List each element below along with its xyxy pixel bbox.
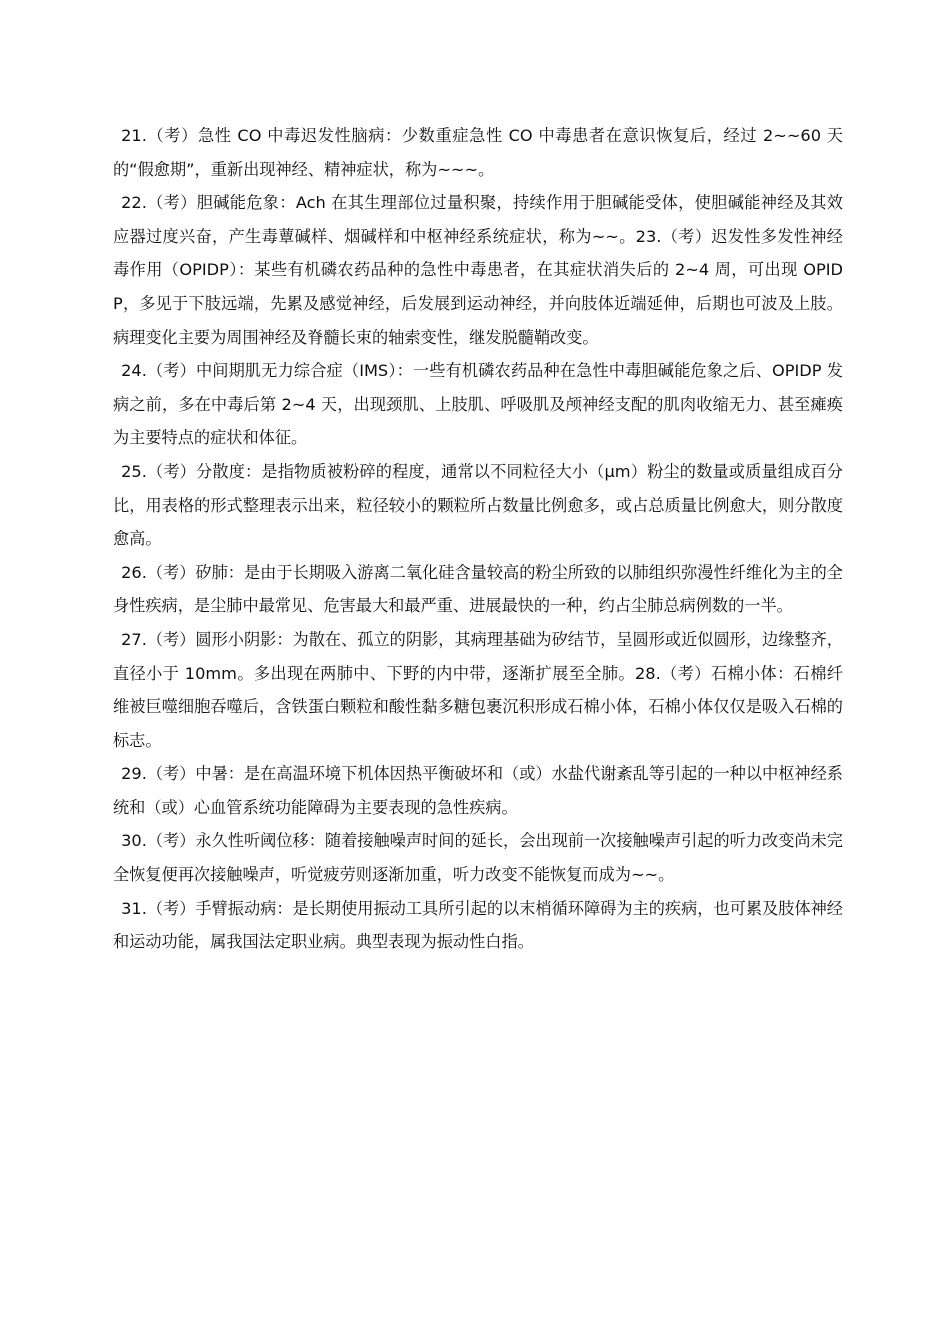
paragraph-29: 29.（考）中暑：是在高温环境下机体因热平衡破坏和（或）水盐代谢紊乱等引起的一种以中枢神经系统和（或）心血管系统功能障碍为主要表现的急性疾病。 bbox=[113, 764, 843, 817]
paragraph-22-23: 22.（考）胆碱能危象：Ach 在其生理部位过量积聚，持续作用于胆碱能受体，使胆碱能神经及其效应器过度兴奋，产生毒蕈碱样、烟碱样和中枢神经系统症状，称为~~。23.（考）迟发性多发性神经毒作用（OPIDP）：某些有机磷农药品种的急性中毒患者，在其症状消失后的 2~4 周，可出现 OPIDP，多见于下肢远端，先累及感觉神经，后发展到运动神经，并向肢体近端延伸，后期也可波及上肢。病理变化主要为周围神经及脊髓长束的轴索变性，继发脱髓鞘改变。 bbox=[113, 193, 843, 347]
document-body bbox=[113, 119, 843, 959]
paragraph-21: 21.（考）急性 CO 中毒迟发性脑病：少数重症急性 CO 中毒患者在意识恢复后，经过 2~~60 天的“假愈期”，重新出现神经、精神症状，称为~~~。 bbox=[113, 126, 843, 179]
paragraph-27-28: 27.（考）圆形小阴影：为散在、孤立的阴影，其病理基础为矽结节，呈圆形或近似圆形，边缘整齐，直径小于 10mm。多出现在两肺中、下野的内中带，逐渐扩展至全肺。28.（考）石棉小体：石棉纤维被巨噬细胞吞噬后，含铁蛋白颗粒和酸性黏多糖包裹沉积形成石棉小体，石棉小体仅仅是吸入石棉的标志。 bbox=[113, 629, 843, 750]
paragraph-24: 24.（考）中间期肌无力综合症（IMS）：一些有机磷农药品种在急性中毒胆碱能危象之后、OPIDP 发病之前，多在中毒后第 2~4 天，出现颈肌、上肢肌、呼吸肌及颅神经支配的肌肉收缩无力、甚至瘫痪为主要特点的症状和体征。 bbox=[113, 361, 843, 448]
paragraph-30: 30.（考）永久性听阈位移：随着接触噪声时间的延长，会出现前一次接触噪声引起的听力改变尚未完全恢复便再次接触噪声，听觉疲劳则逐渐加重，听力改变不能恢复而成为~~。 bbox=[113, 831, 843, 885]
paragraph-31: 31.（考）手臂振动病：是长期使用振动工具所引起的以末梢循环障碍为主的疾病，也可累及肢体神经和运动功能，属我国法定职业病。典型表现为振动性白指。 bbox=[113, 898, 843, 952]
paragraph-26: 26.（考）矽肺：是由于长期吸入游离二氧化硅含量较高的粉尘所致的以肺组织弥漫性纤维化为主的全身性疾病，是尘肺中最常见、危害最大和最严重、进展最快的一种，约占尘肺总病例数的一半。 bbox=[113, 562, 843, 616]
paragraph-25: 25.（考）分散度：是指物质被粉碎的程度，通常以不同粒径大小（μm）粉尘的数量或质量组成百分比，用表格的形式整理表示出来，粒径较小的颗粒所占数量比例愈多，或占总质量比例愈大，则分散度愈高。 bbox=[113, 461, 843, 549]
